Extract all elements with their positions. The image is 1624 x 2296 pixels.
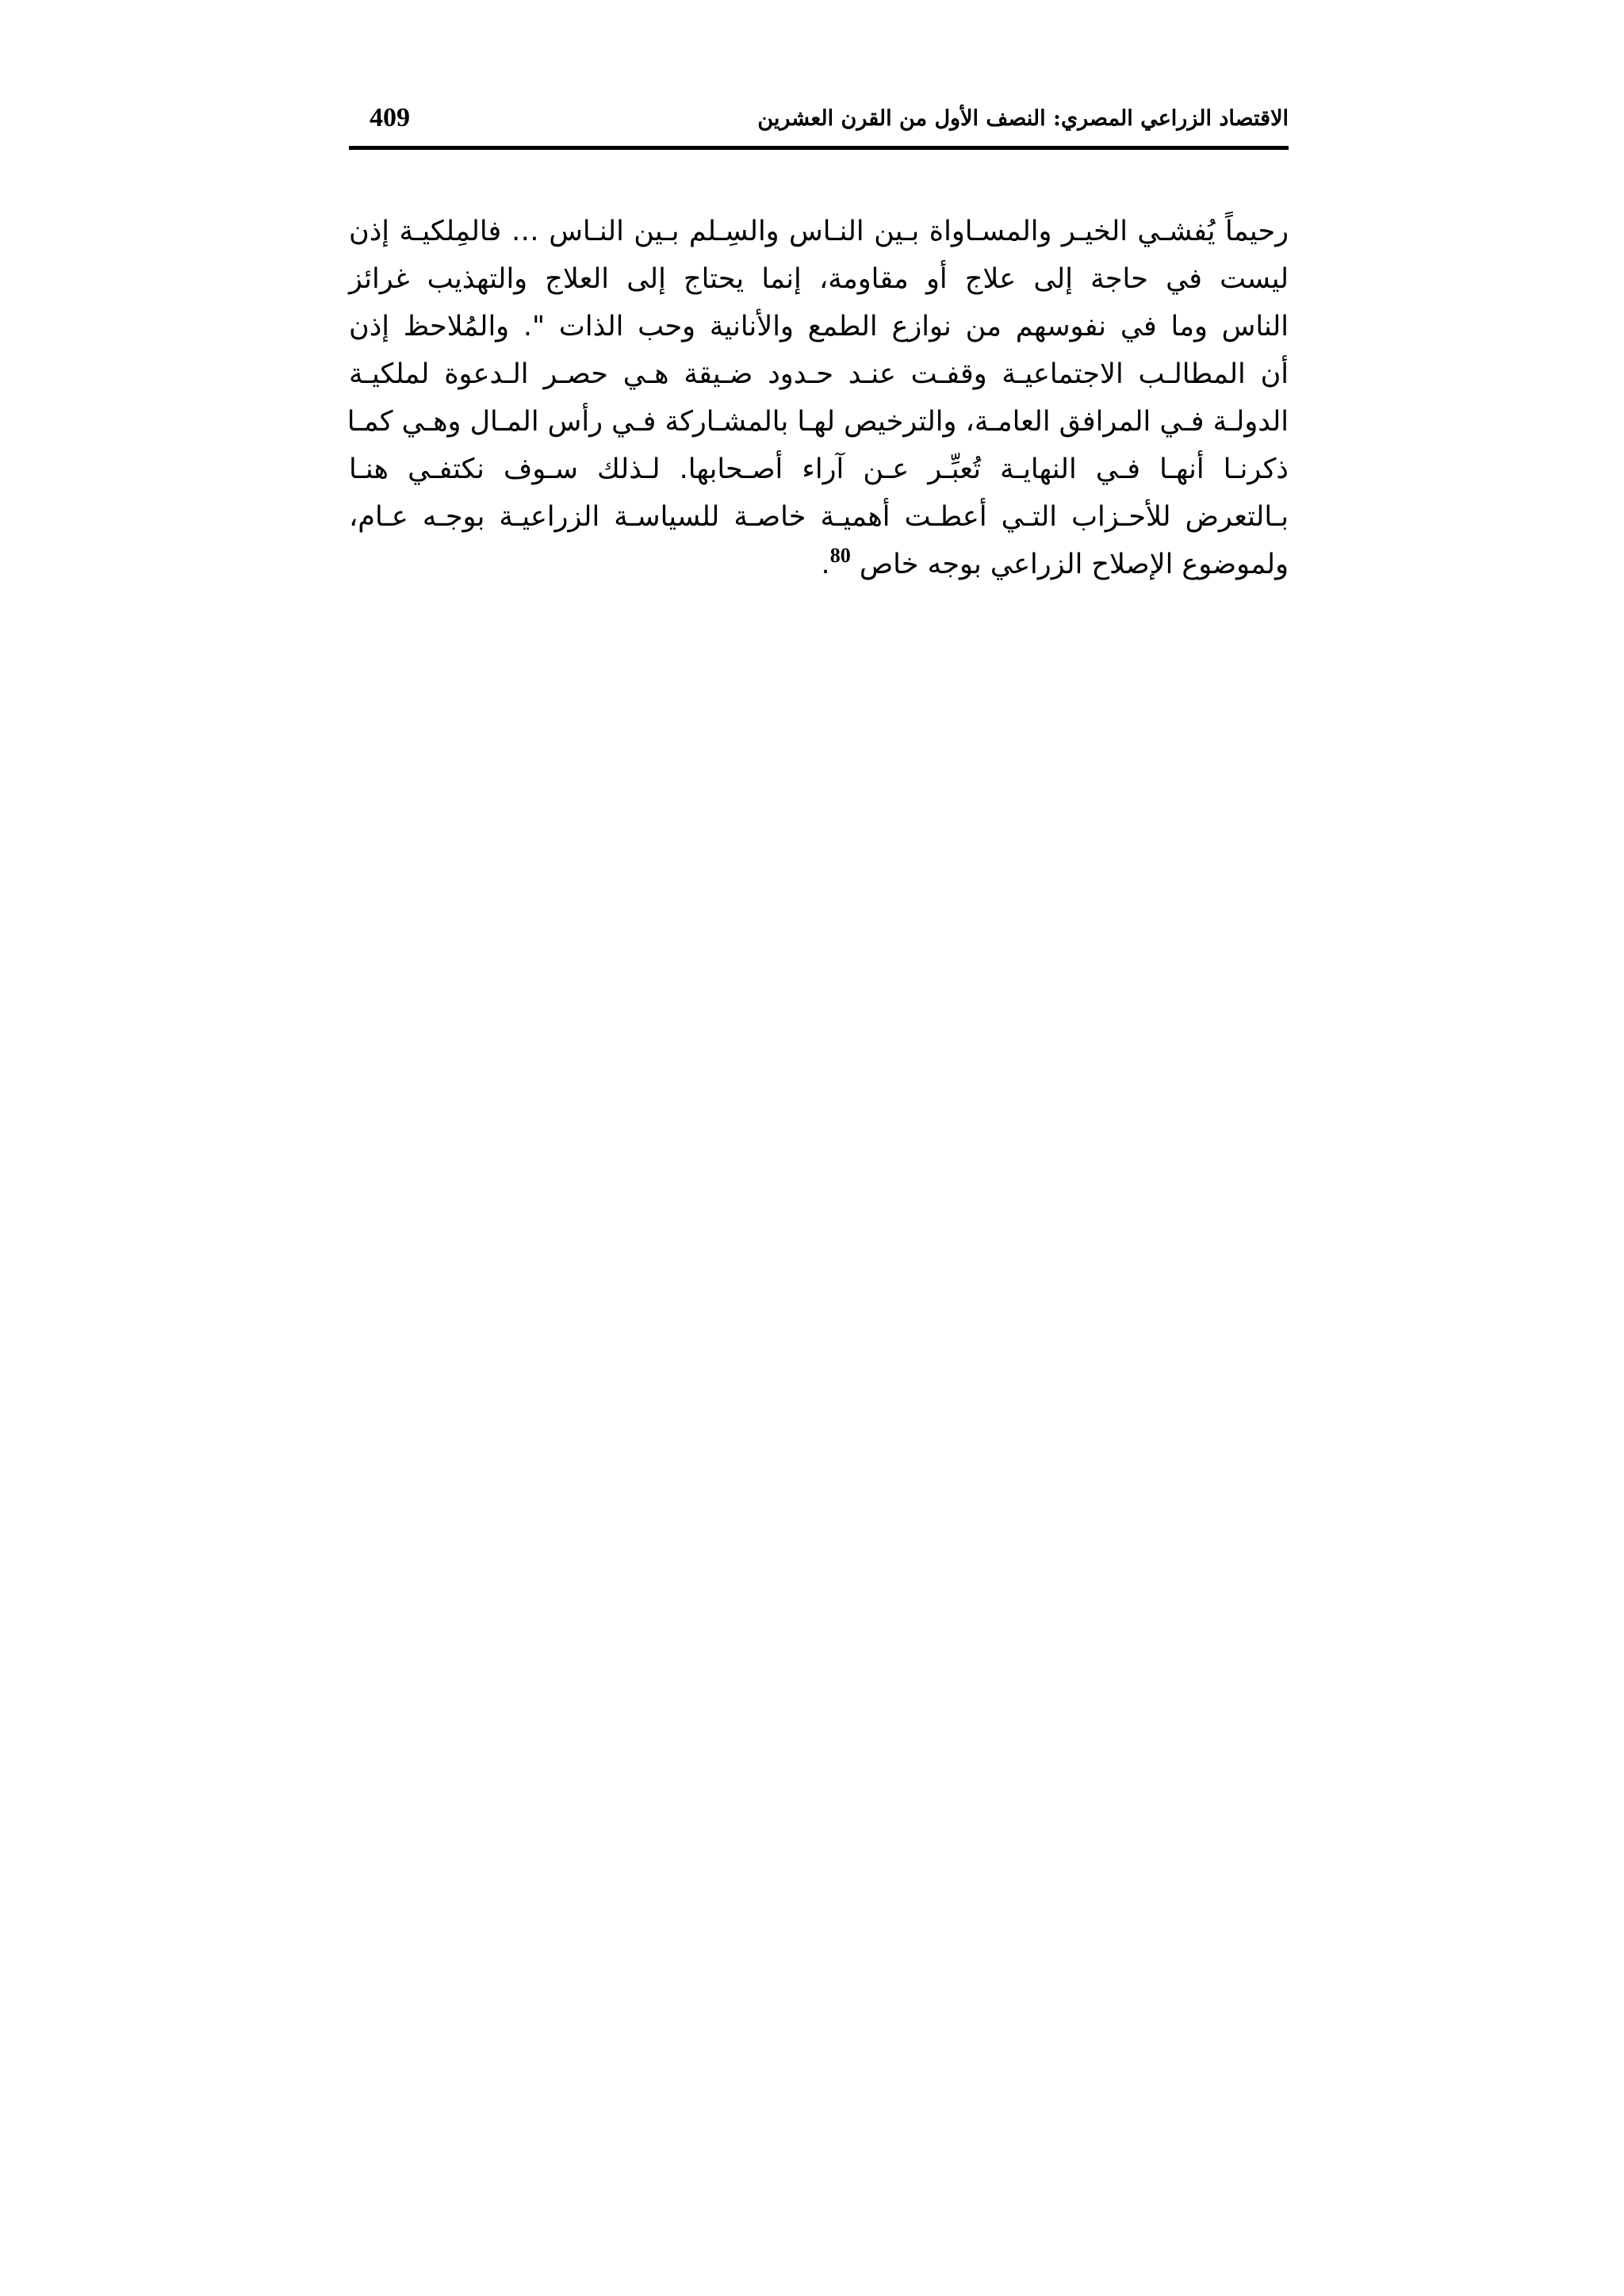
text-line: أن المطالـب الاجتماعيـة وقفـت عنـد حـدود ضـيقة هـي حصـر الـدعوة لملكيـة (349, 358, 1289, 390)
text-line: الناس وما في نفوسهم من نوازع الطمع والأنانية وحب الذات ". والمُلاحظ إذن (349, 311, 1289, 342)
page-number: 409 (370, 103, 410, 132)
footnote-reference[interactable]: 80 (829, 544, 851, 567)
text-line: الدولـة فـي المرافق العامـة، والترخيص لهـا بالمشـاركة فـي رأس المـال وهـي كمـا (347, 406, 1289, 438)
text-line: ليست في حاجة إلى علاج أو مقاومة، إنما يحتاج إلى العلاج والتهذيب غرائز (349, 263, 1289, 295)
header-divider (349, 146, 1289, 150)
text-line: رحيماً يُفشـي الخيـر والمسـاواة بـين النـاس والسِـلم بـين النـاس … فالمِلكيـة إذن (349, 216, 1289, 247)
end-punctuation: . (821, 549, 830, 580)
body-paragraph (349, 208, 1289, 588)
text-line: ذكرنـا أنهـا فـي النهايـة تُعبِّـر عـن آراء أصـحابها. لـذلك سـوف نكتفـي هنـا (349, 453, 1289, 485)
page-header (349, 101, 1289, 144)
last-line-text: ولموضوع الإصلاح الزراعي بوجه خاص (859, 549, 1289, 580)
running-title: الاقتصاد الزراعي المصري: النصف الأول من القرن العشرين (757, 106, 1289, 131)
text-line-last (349, 541, 1289, 588)
text-line: بـالتعرض للأحـزاب التـي أعطـت أهميـة خاصـة للسياسـة الزراعيـة بوجـه عـام، (349, 501, 1289, 533)
